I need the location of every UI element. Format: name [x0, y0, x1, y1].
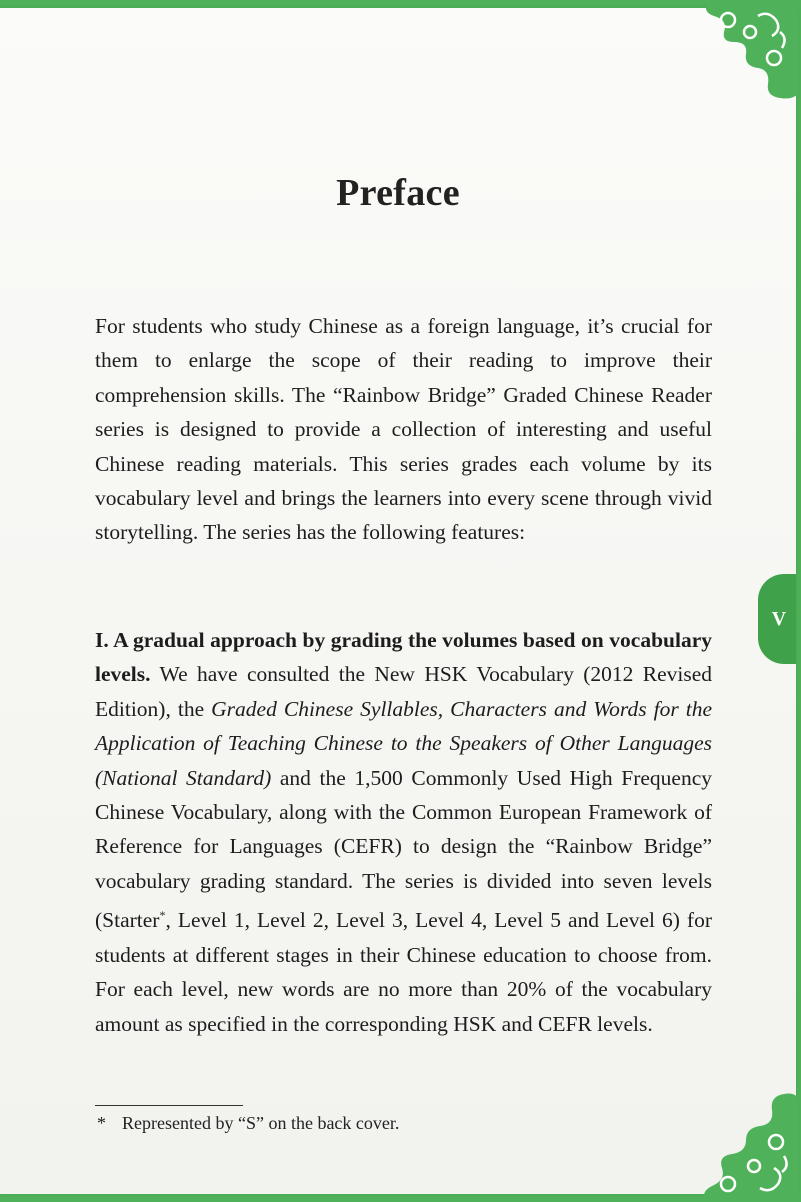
page-title: Preface [336, 172, 460, 214]
corner-ornament-icon [688, 2, 798, 112]
footnote-divider [95, 1105, 243, 1106]
footnote-reference: * [159, 908, 166, 923]
feature-paragraph [95, 623, 712, 1041]
footnote [97, 1113, 399, 1134]
page-number-tab [758, 574, 796, 664]
feature-text: and the 1,500 Commonly Used High Frequency Chinese Vocabulary, along with the Common European Framework of Reference for Languages (CEFR) to design the “Rainbow Bridge” vocabulary grading standard. The series is divided into seven levels (Starter [95, 765, 712, 933]
page-number: V [771, 607, 787, 630]
corner-ornament-icon [688, 1082, 798, 1202]
footnote-mark: * [97, 1113, 106, 1133]
feature-heading: I. A gradual approach by grading the volumes based on vocabulary levels. [95, 628, 712, 687]
feature-text: We have consulted the New HSK Vocabulary (2012 Revised Edition), the [95, 662, 712, 721]
footnote-text: Represented by “S” on the back cover. [122, 1113, 400, 1133]
intro-paragraph: For students who study Chinese as a foreign language, it’s crucial for them to enlarge the scope of their reading to improve their comprehension skills. The “Rainbow Bridge” Graded Chinese Reader series is designed to provide a collection of interesting and useful Chinese reading materials. This series grades each volume by its vocabulary level and brings the learners into every scene through vivid storytelling. The series has the following features: [95, 314, 712, 545]
feature-text: , Level 1, Level 2, Level 3, Level 4, Level 5 and Level 6) for students at different stages in their Chinese education to choose from. For each level, new words are no more than 20% of the vocabulary amount as specified in the corresponding HSK and CEFR levels. [95, 908, 712, 1036]
book-page [0, 8, 796, 1194]
feature-italic-title: Graded Chinese Syllables, Characters and Words for the Application of Teaching Chinese to the Speakers of Other Languages (National Standard) [95, 696, 712, 790]
